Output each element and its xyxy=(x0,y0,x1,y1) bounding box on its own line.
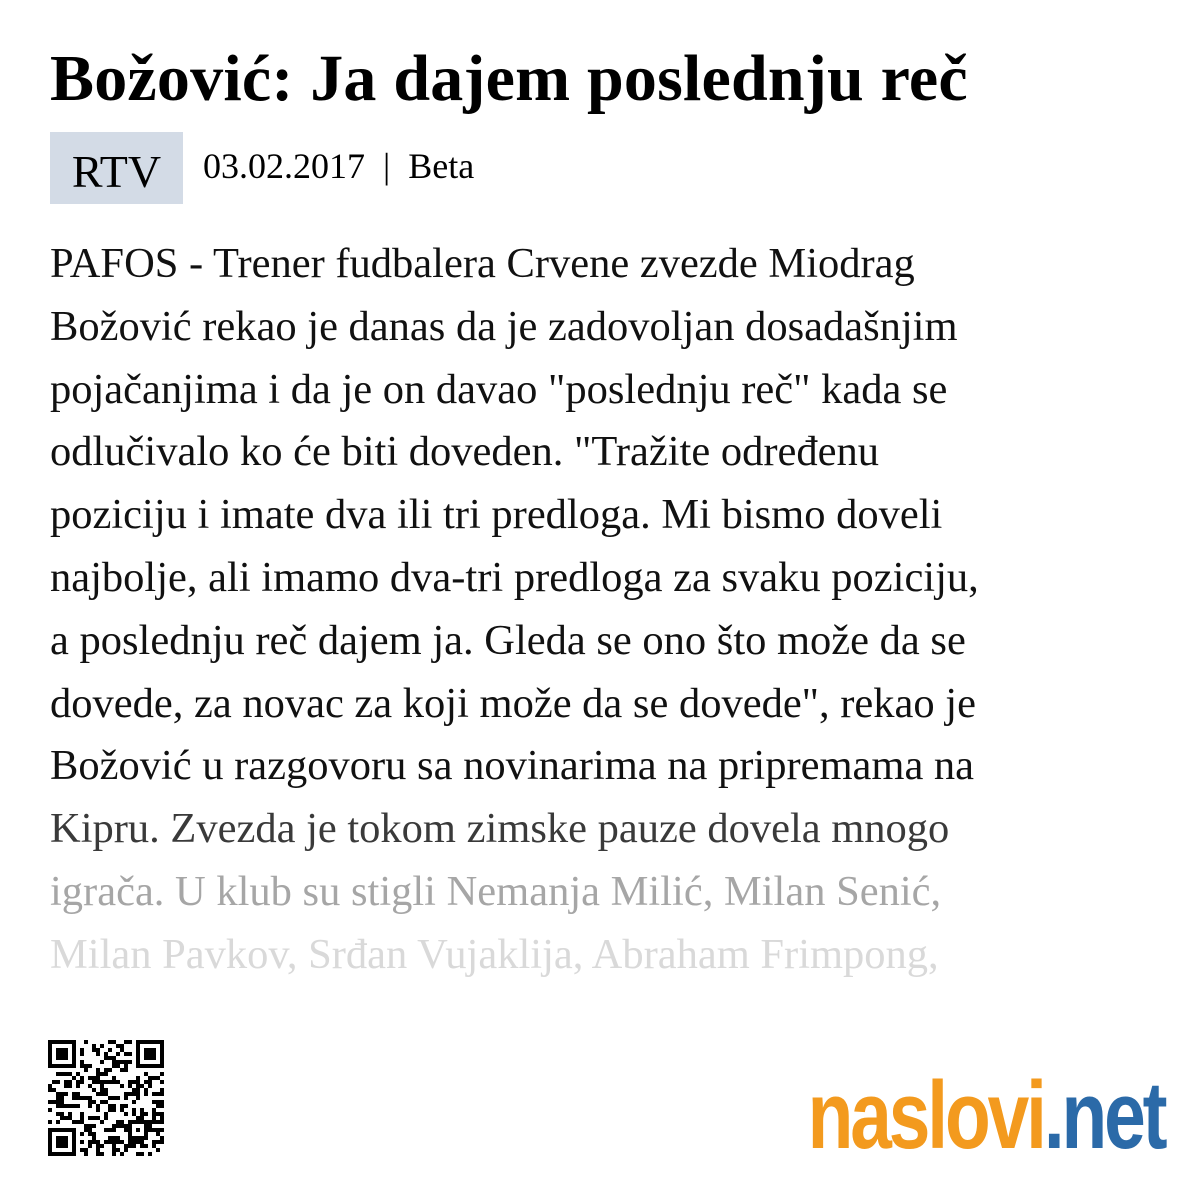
article-line: Božović u razgovoru sa novinarima na pripremama na xyxy=(50,742,975,790)
article-line: pojačanjima i da je on davao "poslednju reč" kada se xyxy=(50,365,948,413)
site-logo[interactable] xyxy=(807,1062,1164,1169)
qr-code-icon[interactable] xyxy=(48,1040,164,1156)
source-badge[interactable]: RTV xyxy=(50,132,183,204)
article-line: a poslednju reč dajem ja. Gleda se ono što može da se xyxy=(50,616,966,664)
meta-line xyxy=(203,146,474,186)
article-body xyxy=(50,233,1160,987)
article-title: Božović: Ja dajem poslednju reč xyxy=(50,42,968,115)
article-line: PAFOS - Trener fudbalera Crvene zvezde Miodrag xyxy=(50,240,915,287)
article-line: poziciju i imate dva ili tri predloga. Mi bismo doveli xyxy=(50,491,943,539)
logo-text-main: naslovi xyxy=(807,1062,1044,1169)
article-line: odlučivalo ko će biti doveden. "Tražite određenu xyxy=(50,428,879,476)
meta-separator: | xyxy=(383,146,391,186)
article-line: dovede, za novac za koji može da se dovede", rekao je xyxy=(50,679,976,727)
article-line: Kipru. Zvezda je tokom zimske pauze dovela mnogo xyxy=(50,805,950,853)
news-agency: Beta xyxy=(408,146,475,186)
article-line: Božović rekao je danas da je zadovoljan dosadašnjim xyxy=(50,302,958,350)
article-line: Milan Pavkov, Srđan Vujaklija, Abraham Frimpong, xyxy=(50,930,939,978)
article-line: igrača. U klub su stigli Nemanja Milić, Milan Senić, xyxy=(50,867,942,915)
article-meta xyxy=(50,132,474,204)
publish-date: 03.02.2017 xyxy=(203,146,365,186)
article-line: najbolje, ali imamo dva-tri predloga za svaku poziciju, xyxy=(50,553,979,601)
logo-text-domain: .net xyxy=(1043,1062,1164,1169)
